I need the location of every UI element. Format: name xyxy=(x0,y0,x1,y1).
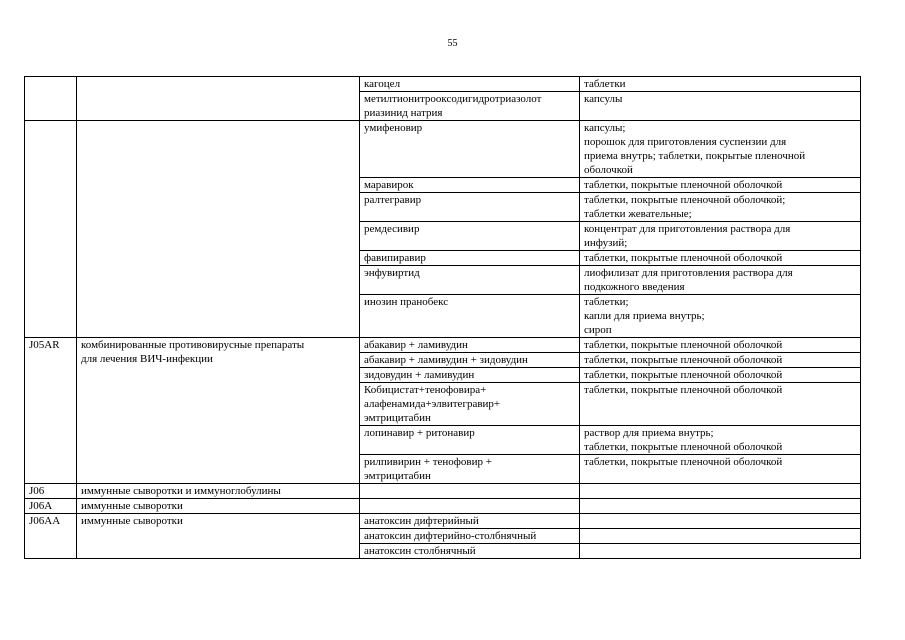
group-name-cell xyxy=(77,499,360,514)
drug-name: анатоксин дифтерийно-столбнячный xyxy=(364,530,537,542)
drug-name-cell xyxy=(360,295,580,338)
dosage-form: таблетки, покрытые пленочной оболочкой xyxy=(584,252,783,264)
dosage-form-cell xyxy=(580,77,861,92)
dosage-form: таблетки, покрытые пленочной оболочкой; xyxy=(584,194,786,206)
group-name-cell xyxy=(77,338,360,484)
drug-name-cell xyxy=(360,514,580,529)
drug-name: абакавир + ламивудин + зидовудин xyxy=(364,354,528,366)
drug-name-cell xyxy=(360,353,580,368)
drug-name: ремдесивир xyxy=(364,223,420,235)
dosage-form: таблетки, покрытые пленочной оболочкой xyxy=(584,339,783,351)
dosage-form-cell xyxy=(580,295,861,338)
atc-code-cell xyxy=(25,514,77,559)
drug-name: энфувиртид xyxy=(364,267,420,279)
drug-name-cell xyxy=(360,484,580,499)
table-row xyxy=(25,514,861,529)
dosage-form-cell xyxy=(580,121,861,178)
drug-name: метилтионитрооксодигидротриазолот xyxy=(364,93,542,105)
drug-name: фавипиравир xyxy=(364,252,426,264)
dosage-form-cell xyxy=(580,92,861,121)
drug-name: лопинавир + ритонавир xyxy=(364,427,475,439)
dosage-form-cell xyxy=(580,514,861,529)
atc-code: J05AR xyxy=(29,339,60,351)
atc-code: J06A xyxy=(29,500,53,512)
dosage-form-cell xyxy=(580,338,861,353)
drug-name: анатоксин дифтерийный xyxy=(364,515,479,527)
group-name-cell xyxy=(77,514,360,559)
dosage-form-cell xyxy=(580,251,861,266)
group-name-cell xyxy=(77,121,360,338)
dosage-form: инфузий; xyxy=(584,237,628,249)
drug-name-cell xyxy=(360,178,580,193)
drug-name: риазинид натрия xyxy=(364,107,443,119)
drug-name: инозин пранобекс xyxy=(364,296,449,308)
drug-name-cell xyxy=(360,77,580,92)
dosage-form: капли для приема внутрь; xyxy=(584,310,705,322)
group-name: иммунные сыворотки и иммуноглобулины xyxy=(81,485,281,497)
dosage-form: концентрат для приготовления раствора для xyxy=(584,223,791,235)
dosage-form: таблетки, покрытые пленочной оболочкой xyxy=(584,441,783,453)
drug-name: алафенамида+элвитегравир+ xyxy=(364,398,501,410)
drug-name-cell xyxy=(360,455,580,484)
dosage-form-cell xyxy=(580,222,861,251)
atc-code-cell xyxy=(25,484,77,499)
dosage-form: раствор для приема внутрь; xyxy=(584,427,714,439)
drug-name-cell xyxy=(360,193,580,222)
dosage-form-cell xyxy=(580,368,861,383)
drug-name: умифеновир xyxy=(364,122,423,134)
drug-name: рилпивирин + тенофовир + xyxy=(364,456,492,468)
atc-code-cell xyxy=(25,121,77,338)
drug-name: ралтегравир xyxy=(364,194,422,206)
dosage-form: таблетки жевательные; xyxy=(584,208,692,220)
dosage-form: таблетки, покрытые пленочной оболочкой xyxy=(584,354,783,366)
dosage-form-cell xyxy=(580,529,861,544)
dosage-form: таблетки; xyxy=(584,296,629,308)
dosage-form-cell xyxy=(580,484,861,499)
drug-name: Кобицистат+тенофовира+ xyxy=(364,384,487,396)
page-number: 55 xyxy=(447,38,458,49)
atc-code: J06AA xyxy=(29,515,61,527)
dosage-form: лиофилизат для приготовления раствора для xyxy=(584,267,793,279)
dosage-form: таблетки, покрытые пленочной оболочкой xyxy=(584,369,783,381)
dosage-form: таблетки, покрытые пленочной оболочкой xyxy=(584,179,783,191)
table-row xyxy=(25,484,861,499)
drug-name: кагоцел xyxy=(364,78,401,90)
dosage-form: приема внутрь; таблетки, покрытые пленочной xyxy=(584,150,806,162)
dosage-form-cell xyxy=(580,383,861,426)
dosage-form-cell xyxy=(580,353,861,368)
atc-code-cell xyxy=(25,77,77,121)
drug-table xyxy=(24,76,861,559)
group-name: иммунные сыворотки xyxy=(81,500,183,512)
group-name-cell xyxy=(77,484,360,499)
table-row xyxy=(25,121,861,178)
dosage-form-cell xyxy=(580,178,861,193)
group-name: комбинированные противовирусные препараты xyxy=(81,339,305,351)
dosage-form: таблетки, покрытые пленочной оболочкой xyxy=(584,456,783,468)
dosage-form-cell xyxy=(580,193,861,222)
drug-name-cell xyxy=(360,222,580,251)
drug-name-cell xyxy=(360,544,580,559)
drug-name-cell xyxy=(360,383,580,426)
dosage-form: оболочкой xyxy=(584,164,633,176)
dosage-form: сироп xyxy=(584,324,612,336)
table-row xyxy=(25,499,861,514)
drug-name-cell xyxy=(360,92,580,121)
drug-name-cell xyxy=(360,251,580,266)
group-name-cell xyxy=(77,77,360,121)
group-name: для лечения ВИЧ-инфекции xyxy=(81,353,213,365)
dosage-form: подкожного введения xyxy=(584,281,685,293)
drug-name-cell xyxy=(360,529,580,544)
dosage-form-cell xyxy=(580,426,861,455)
drug-name-cell xyxy=(360,499,580,514)
drug-name: маравирок xyxy=(364,179,414,191)
dosage-form: капсулы xyxy=(584,93,623,105)
drug-name-cell xyxy=(360,426,580,455)
dosage-form-cell xyxy=(580,266,861,295)
atc-code-cell xyxy=(25,499,77,514)
dosage-form: таблетки xyxy=(584,78,626,90)
group-name: иммунные сыворотки xyxy=(81,515,183,527)
drug-name: зидовудин + ламивудин xyxy=(364,369,475,381)
atc-code: J06 xyxy=(29,485,45,497)
drug-name-cell xyxy=(360,368,580,383)
drug-name-cell xyxy=(360,121,580,178)
dosage-form-cell xyxy=(580,455,861,484)
atc-code-cell xyxy=(25,338,77,484)
table-row xyxy=(25,338,861,353)
dosage-form-cell xyxy=(580,544,861,559)
dosage-form: таблетки, покрытые пленочной оболочкой xyxy=(584,384,783,396)
drug-name-cell xyxy=(360,338,580,353)
table-row xyxy=(25,77,861,92)
drug-name: анатоксин столбнячный xyxy=(364,545,476,557)
drug-name-cell xyxy=(360,266,580,295)
dosage-form: капсулы; xyxy=(584,122,626,134)
dosage-form: порошок для приготовления суспензии для xyxy=(584,136,787,148)
drug-name: эмтрицитабин xyxy=(364,412,431,424)
drug-name: эмтрицитабин xyxy=(364,470,431,482)
dosage-form-cell xyxy=(580,499,861,514)
drug-name: абакавир + ламивудин xyxy=(364,339,468,351)
